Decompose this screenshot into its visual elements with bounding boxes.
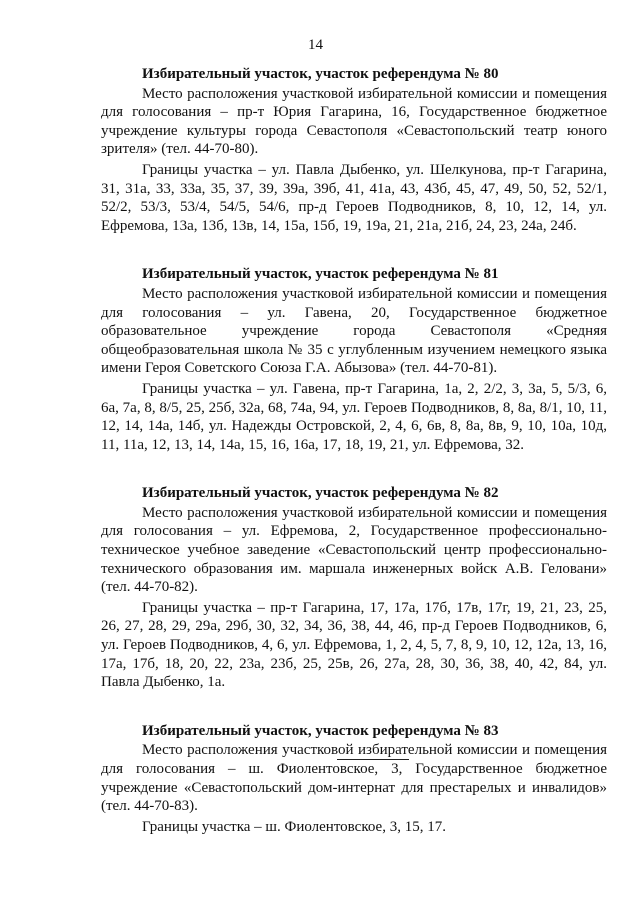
location-paragraph: Место расположения участковой избирательной комиссии и помещения для голосования – ул. Гавена, 20, Государственное бюджетное образовательное учреждение города Севастополя «Средняя общеобразовательная школа № 35 с углубленным изучением немецкого языка имени Героя Советского Союза Г.А. Абызова» (тел. 44-70-81). xyxy=(101,285,607,377)
boundaries-paragraph: Границы участка – ул. Гавена, пр-т Гагарина, 1а, 2, 2/2, 3, 3а, 5, 5/3, 6, 6а, 7а, 8, 8/5, 25, 25б, 32а, 68, 74а, 94, ул. Героев Подводников, 8, 8а, 8/1, 10, 11, 12, 14, 14а, 14б, ул. Надежды Островской, 2, 4, 6, 6в, 8, 8а, 8в, 9, 10, 10а, 10д, 11, 11а, 12, 13, 14, 14а, 15, 16, 16а, 17, 18, 19, 21, ул. Ефремова, 32. xyxy=(101,380,607,453)
section-title: Избирательный участок, участок референдума № 83 xyxy=(142,722,499,739)
polling-station-82 xyxy=(101,484,607,692)
section-title: Избирательный участок, участок референдума № 80 xyxy=(142,66,499,82)
section-title: Избирательный участок, участок референдума № 81 xyxy=(142,266,499,283)
polling-station-83 xyxy=(101,722,607,837)
section-title: Избирательный участок, участок референдума № 82 xyxy=(142,485,499,502)
end-divider-line xyxy=(337,759,409,760)
boundaries-paragraph: Границы участка – пр-т Гагарина, 17, 17а, 17б, 17в, 17г, 19, 21, 23, 25, 26, 27, 28, 29, 29а, 29б, 30, 32, 34, 36, 38, 44, 46, пр-д Героев Подводников, 6, ул. Героев Подводников, 4, 6, ул. Ефремова, 1, 2, 4, 5, 7, 8, 9, 10, 12, 12а, 13, 16, 17а, 17б, 18, 20, 22, 23а, 23б, 25, 25в, 26, 27а, 28, 30, 36, 38, 40, 42, 84, ул. Павла Дыбенко, 1а. xyxy=(101,599,607,691)
boundaries-paragraph: Границы участка – ул. Павла Дыбенко, ул. Шелкунова, пр-т Гагарина, 31, 31а, 33, 33а, 35, 37, 39, 39а, 39б, 41, 41а, 43, 43б, 45, 47, 49, 50, 52, 52/1, 52/2, 53/3, 53/4, 54/5, 54/6, пр-д Героев Подводников, 8, 10, 12, 14, ул. Ефремова, 13а, 13б, 13в, 14, 15а, 15б, 19, 19а, 21, 21а, 21б, 24, 23, 24а, 24б. xyxy=(101,161,607,234)
location-paragraph: Место расположения участковой избирательной комиссии и помещения для голосования – ш. Фиолентовское, 3, Государственное бюджетное учреждение «Севастопольский дом-интернат для престарелых и инвалидов» (тел. 44-70-83). xyxy=(101,742,607,815)
location-paragraph: Место расположения участковой избирательной комиссии и помещения для голосования – пр-т Юрия Гагарина, 16, Государственное бюджетное учреждение культуры города Севастополя «Севастопольский театр юного зрителя» (тел. 44-70-80). xyxy=(101,85,607,158)
polling-station-81 xyxy=(101,265,607,454)
document-body xyxy=(101,65,607,866)
location-paragraph: Место расположения участковой избирательной комиссии и помещения для голосования – ул. Ефремова, 2, Государственное профессионально-техническое учебное заведение «Севастопольский центр профессионально-технического образования им. маршала инженерных войск А.В. Геловани» (тел. 44-70-82). xyxy=(101,504,607,596)
page-number: 14 xyxy=(308,37,323,53)
boundaries-paragraph: Границы участка – ш. Фиолентовское, 3, 15, 17. xyxy=(142,818,446,835)
polling-station-80 xyxy=(101,65,607,235)
